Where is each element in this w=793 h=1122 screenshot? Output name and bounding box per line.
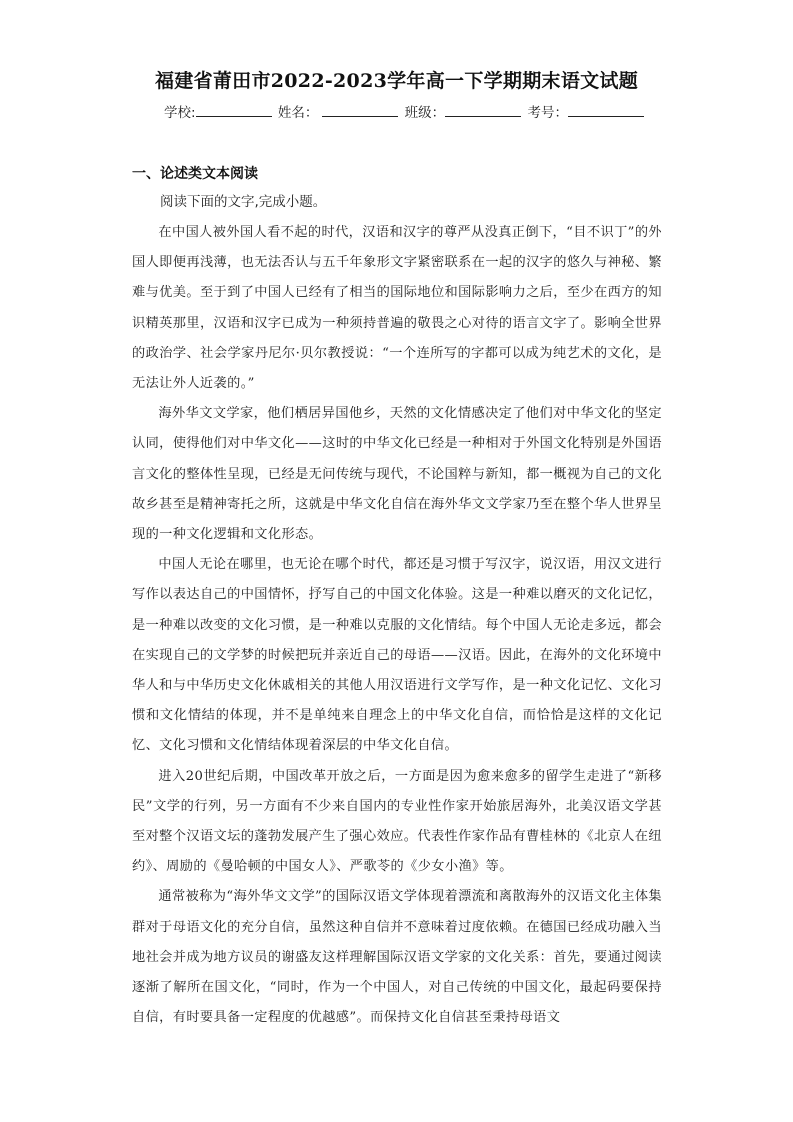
reading-instruction: 阅读下面的文字,完成小题。 bbox=[160, 194, 327, 210]
school-label: 学校: bbox=[164, 105, 196, 121]
exam-number-label: 考号： bbox=[527, 105, 568, 121]
passage-paragraph-1: 在中国人被外国人看不起的时代，汉语和汉字的尊严从没真正倒下，“目不识丁”的外国人即便再浅薄，也无法否认与五千年象形文字紧密联系在一起的汉字的悠久与神秘、繁难与优美。至于到了中国人已经有了相当的国际地位和国际影响力之后，至少在西方的知识精英那里，汉语和汉字已成为一种须持普遍的敬畏之心对待的语言文字了。影响全世界的政治学、社会学家丹尼尔·贝尔教授说：“一个连所写的字都可以成为纯艺术的文化，是无法让外人近袭的。” bbox=[132, 225, 662, 392]
passage-paragraph-3: 中国人无论在哪里，也无论在哪个时代，都还是习惯于写汉字，说汉语，用汉文进行写作以表达自己的中国情怀，抒写自己的中国文化体验。这是一种难以磨灭的文化记忆，是一种难以改变的文化习惯，是一种难以克服的文化情结。每个中国人无论走多远，都会在实现自己的文学梦的时候把玩并亲近自己的母语——汉语。因此，在海外的文化环境中华人和与中华历史文化休戚相关的其他人用汉语进行文学写作，是一种文化记忆、文化习惯和文化情结的体现，并不是单纯来自理念上的中华文化自信，而恰恰是这样的文化记忆、文化习惯和文化情结体现着深层的中华文化自信。 bbox=[132, 557, 662, 754]
class-blank[interactable] bbox=[445, 102, 521, 117]
name-label: 姓名： bbox=[277, 105, 319, 121]
name-blank[interactable] bbox=[322, 102, 398, 117]
section-heading: 一、论述类文本阅读 bbox=[132, 166, 258, 182]
document-title: 福建省莆田市2022-2023学年高一下学期期末语文试题 bbox=[154, 70, 639, 92]
class-label: 班级： bbox=[404, 105, 446, 121]
passage-paragraph-5: 通常被称为“海外华文文学”的国际汉语文学体现着漂流和离散海外的汉语文化主体集群对于母语文化的充分自信，虽然这种自信并不意味着过度依赖。在德国已经成功融入当地社会并成为地方议员的谢盛友这样理解国际汉语文学家的文化关系：首先，要通过阅读逐渐了解所在国文化，“同时，作为一个中国人，对自己传统的中国文化，最起码要保持自信，有时要具备一定程度的优越感”。而保持文化自信甚至秉持母语文 bbox=[132, 889, 662, 1026]
passage-paragraph-4: 进入20世纪后期，中国改革开放之后，一方面是因为愈来愈多的留学生走进了“新移民”文学的行列，另一方面有不少来自国内的专业性作家开始旅居海外，北美汉语文学甚至对整个汉语文坛的蓬勃发展产生了强心效应。代表性作家作品有曹桂林的《北京人在纽约》、周励的《曼哈顿的中国女人》、严歌苓的《少女小渔》等。 bbox=[132, 768, 662, 875]
reading-passage bbox=[132, 218, 662, 1033]
passage-paragraph-2: 海外华文文学家，他们栖居异国他乡，天然的文化情感决定了他们对中华文化的坚定认同，使得他们对中华文化——这时的中华文化已经是一种相对于外国文化特别是外国语言文化的整体性呈现，已经是无问传统与现代，不论国粹与新知，都一概视为自己的文化故乡甚至是精神寄托之所，这就是中华文化自信在海外华文文学家乃至在整个华人世界呈现的一种文化逻辑和文化形态。 bbox=[132, 406, 662, 543]
exam-number-blank[interactable] bbox=[568, 102, 644, 117]
student-info-line bbox=[164, 101, 646, 121]
school-blank[interactable] bbox=[196, 102, 272, 117]
